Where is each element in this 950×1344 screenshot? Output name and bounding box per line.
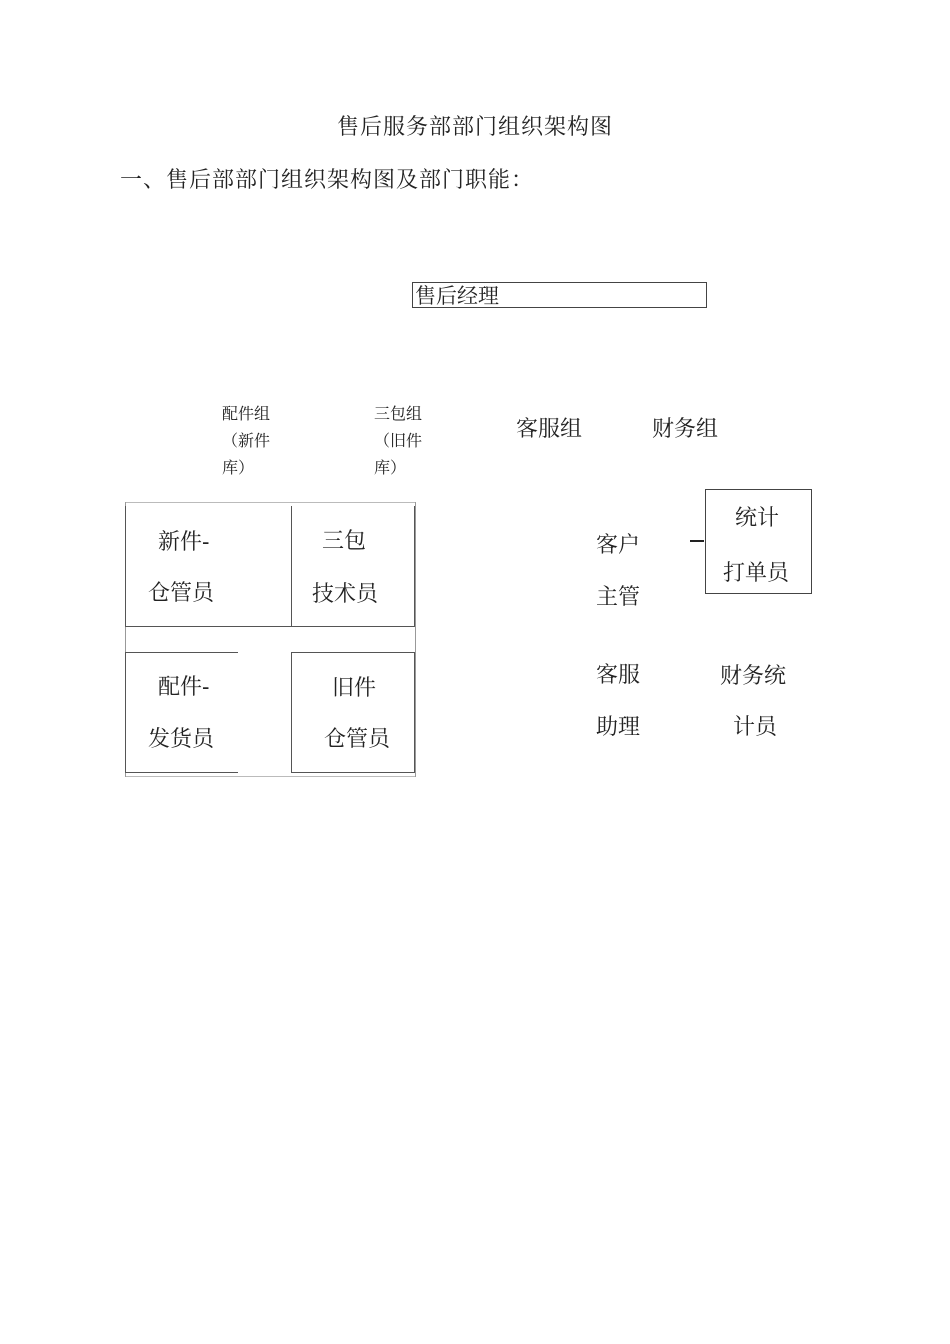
parts-group-line-2: （新件 [222, 431, 271, 450]
service-assistant-line-2: 助理 [596, 715, 641, 740]
connector-line [690, 540, 704, 542]
parts-group-label [222, 400, 292, 481]
stat-clerk-line-1: 统计 [735, 506, 780, 531]
service-group-label: 客服组 [516, 417, 583, 442]
page-title: 售后服务部部门组织架构图 [336, 115, 613, 140]
old-parts-keeper-line-2: 仓管员 [324, 727, 391, 752]
new-parts-keeper-line-2: 仓管员 [148, 581, 215, 606]
warranty-group-label [374, 400, 444, 481]
stat-clerk-line-2: 打单员 [723, 561, 790, 586]
customer-supervisor-line-2: 主管 [596, 585, 641, 610]
parts-shipper-line-1: 配件- [158, 675, 210, 700]
finance-stat-line-2: 计员 [733, 715, 778, 740]
warranty-tech-line-2: 技术员 [312, 582, 379, 607]
warranty-group-line-1: 三包组 [374, 404, 423, 423]
finance-group-label: 财务组 [652, 417, 719, 442]
manager-box: 售后经理 [412, 282, 707, 308]
finance-stat-line-1: 财务统 [720, 664, 787, 689]
service-assistant-line-1: 客服 [596, 663, 641, 688]
parts-group-line-1: 配件组 [222, 404, 271, 423]
customer-supervisor-line-1: 客户 [596, 533, 641, 558]
parts-group-line-3: 库） [222, 458, 255, 477]
new-parts-keeper-line-1: 新件- [158, 530, 210, 555]
section-heading: 一、售后部部门组织架构图及部门职能： [120, 168, 535, 193]
old-parts-keeper-line-1: 旧件 [332, 676, 377, 701]
warranty-group-line-3: 库） [374, 458, 407, 477]
warranty-group-line-2: （旧件 [374, 431, 423, 450]
warranty-tech-line-1: 三包 [322, 529, 367, 554]
parts-shipper-line-2: 发货员 [148, 727, 215, 752]
